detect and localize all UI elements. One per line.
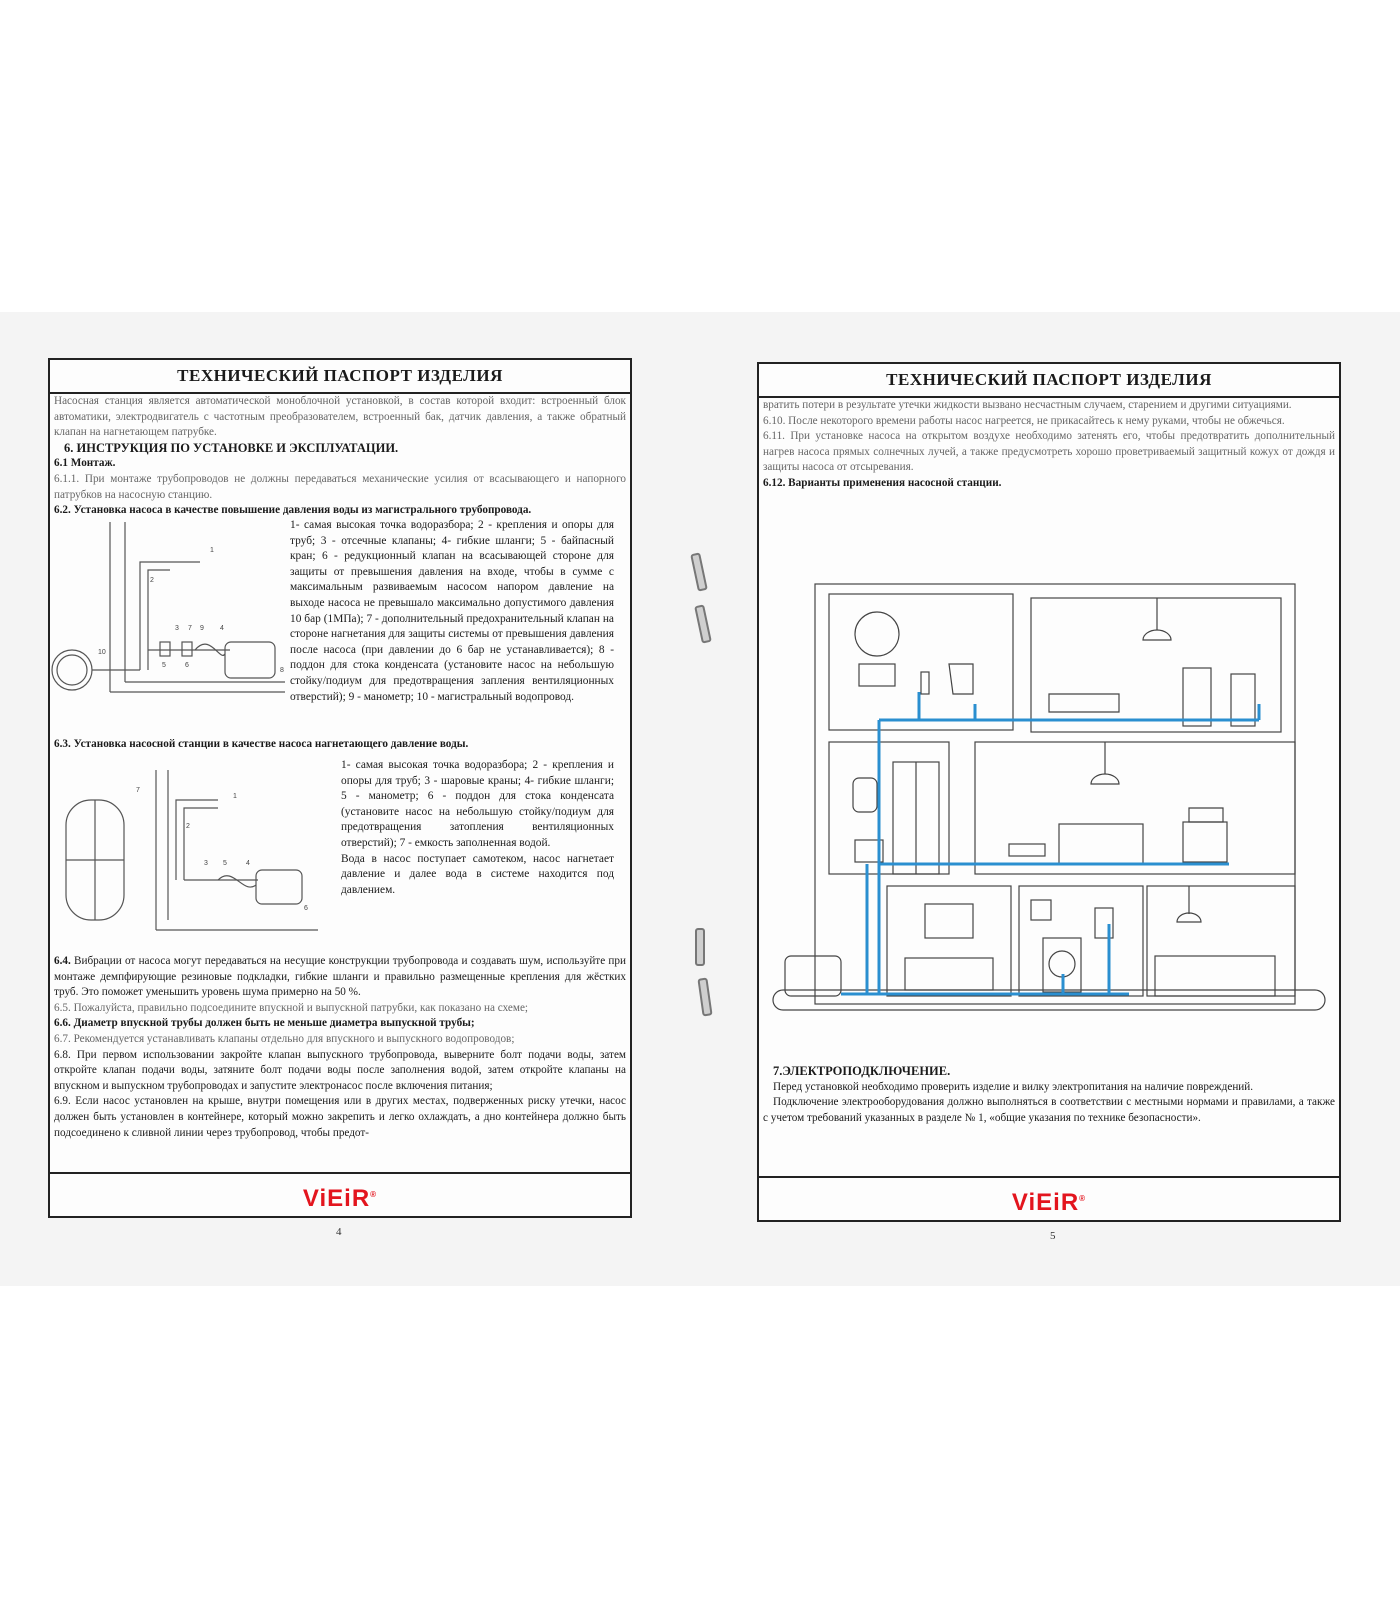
page-header: ТЕХНИЧЕСКИЙ ПАСПОРТ ИЗДЕЛИЯ xyxy=(50,360,630,394)
section-6-1-1-text: 6.1.1. При монтаже трубопроводов не должны передаваться механические усилия от всасывающего и напорного патрубков на насосную станцию. xyxy=(54,472,626,501)
water-pipes xyxy=(841,692,1259,994)
section-6-7-text: 6.7. Рекомендуется устанавливать клапаны отдельно для впускного и выпускного водопроводов; xyxy=(54,1032,515,1045)
diagram-label: 9 xyxy=(200,625,204,632)
section-6-10-text: 6.10. После некоторого времени работы насос нагреется, не прикасайтесь к нему руками, чтобы не обжечься. xyxy=(763,414,1285,427)
right-content xyxy=(763,398,1335,492)
brand-name: ViEiR xyxy=(302,1185,371,1212)
section-6-9-text: 6.9. Если насос установлен на крыше, внутри помещения или в других местах, подверженных риску утечки, насос должен быть установлен в контейнере, который можно закрепить и легко охлаждать, а дно контейнера должно быть подсоединено к сливной линии через трубопровод, чтобы предот- xyxy=(54,1095,626,1139)
left-content xyxy=(54,394,626,519)
section-6-4-text xyxy=(54,954,626,1001)
section-6-3-legend-text-2: Вода в насос поступает самотеком, насос нагнетает давление и далее вода в системе находится под давлением. xyxy=(341,852,614,896)
section-7-title: 7.ЭЛЕКТРОПОДКЛЮЧЕНИЕ. xyxy=(773,1064,951,1078)
section-6-4-body: Вибрации от насоса могут передаваться на несущие конструкции трубопровода и создавать шум, используйте при монтаже демпфирующие резиновые подкладки, гибкие шланги и правильно размещенные крепления для жёстких труб. Это поможет уменьшить уровень шума примерно на 50 %. xyxy=(54,955,626,999)
staple xyxy=(695,928,705,966)
diagram-label: 7 xyxy=(136,787,140,794)
house-application-diagram xyxy=(759,564,1339,1024)
installation-diagram-1 xyxy=(50,522,300,722)
intro-text: Насосная станция является автоматической моноблочной установкой, в состав которой входит: встроенный блок автоматики, электродвигатель с частотным преобразователем, встроенный бак, датчик давления, а также обратный клапан на нагнетающем патрубке. xyxy=(54,395,626,439)
diagram-label: 5 xyxy=(223,860,227,867)
section-6-3-legend-text: 1- самая высокая точка водоразбора; 2 - крепления и опоры для труб; 3 - шаровые краны; 4- гибкие шланги; 5 - манометр; 6 - поддон для стока конденсата (установите насос на небольшую стойку/подиум для предотвращения затопления вентиляционных отверстий); 7 - емкость заполненная водой. xyxy=(341,759,614,849)
diagram-label: 7 xyxy=(188,625,192,632)
section-6-4-label: 6.4. xyxy=(54,955,71,967)
section-6-2-title: 6.2. Установка насоса в качестве повышение давления воды из магистрального трубопровода. xyxy=(54,504,532,517)
page-number-right: 5 xyxy=(1050,1230,1056,1242)
vieir-logo xyxy=(1012,1189,1086,1216)
page-header: ТЕХНИЧЕСКИЙ ПАСПОРТ ИЗДЕЛИЯ xyxy=(759,364,1339,398)
diagram-label: 10 xyxy=(98,649,106,656)
section-7-paragraph-2: Подключение электрооборудования должно выполняться в соответствии с местными нормами и правилами, а также с учетом требований указанных в разделе № 1, «общие указания по технике безопасности». xyxy=(763,1096,1335,1124)
page-footer xyxy=(50,1172,630,1216)
diagram-label: 3 xyxy=(175,625,179,632)
registered-mark: ® xyxy=(370,1190,378,1199)
vieir-logo xyxy=(303,1185,377,1212)
continuation-text: вратить потери в результате утечки жидкости вызвано несчастным случаем, старением и другими ситуациями. xyxy=(763,399,1292,411)
diagram-label: 2 xyxy=(150,577,154,584)
installation-diagram-2 xyxy=(58,770,338,950)
right-page xyxy=(757,362,1341,1222)
diagram-label: 4 xyxy=(246,860,250,867)
section-6-2-legend: 1- самая высокая точка водоразбора; 2 - крепления и опоры для труб; 3 - отсечные клапаны; 4- гибкие шланги; 5 - байпасный кран; 6 - редукционный клапан на всасывающей стороне для защиты от превышения давления на входе, чтобы в сумме с максимальным развиваемым насосом напором давление на выходе насоса не превышало максимально допустимого давления 10 бар (1МПа); 7 - дополнительный предохранительный клапан на стороне нагнетания для защиты системы от превышения давления после насоса (при давлении до 6 бар не устанавливается); 8 - поддон для стока конденсата (установите насос на небольшую стойку/подиум для предотвращения запления вентиляционных отверстий); 9 - манометр; 10 - магистральный водопровод. xyxy=(290,519,614,703)
section-6-3-legend xyxy=(341,758,614,898)
section-6-12-title: 6.12. Варианты применения насосной станции. xyxy=(763,476,1002,489)
section-6-5-text: 6.5. Пожалуйста, правильно подсоедините впускной и выпускной патрубки, как показано на схеме; xyxy=(54,1001,529,1014)
diagram-label: 8 xyxy=(280,667,284,674)
section-7-paragraph-1: Перед установкой необходимо проверить изделие и вилку электропитания на наличие повреждений. xyxy=(773,1080,1254,1093)
diagram-label: 5 xyxy=(162,662,166,669)
right-content-bottom xyxy=(763,1064,1335,1126)
brand-name: ViEiR xyxy=(1011,1189,1080,1216)
diagram-label: 1 xyxy=(233,793,237,800)
left-content-bottom xyxy=(54,954,626,1141)
page-footer xyxy=(759,1176,1339,1220)
section-6-3-title: 6.3. Установка насосной станции в качестве насоса нагнетающего давление воды. xyxy=(54,738,469,750)
diagram-label: 3 xyxy=(204,860,208,867)
page-number-left: 4 xyxy=(336,1226,342,1238)
registered-mark: ® xyxy=(1079,1194,1087,1203)
diagram-label: 6 xyxy=(304,905,308,912)
section-6-1-title: 6.1 Монтаж. xyxy=(54,457,116,470)
section-6-6-text: 6.6. Диаметр впускной трубы должен быть не меньше диаметра выпускной трубы; xyxy=(54,1017,475,1030)
left-page xyxy=(48,358,632,1218)
section-6-8-text: 6.8. При первом использовании закройте клапан выпускного трубопровода, выверните болт подачи воды, затем откройте клапан подачи воды, затяните болт подачи воды после заполнения водой, затем откройте клапаны на впускном и выпускном трубопроводах и запустите электронасос после включения питания; xyxy=(54,1048,626,1092)
section-6-11-text: 6.11. При установке насоса на открытом воздухе необходимо затенять его, чтобы предотвратить дополнительный нагрев насоса прямых солнечных лучей, а также предусмотреть хорошо проветриваемый защитный кожух от дождя и защиты насоса от отсыревания. xyxy=(763,430,1335,474)
section-6-title: 6. ИНСТРУКЦИЯ ПО УСТАНОВКЕ И ЭКСПЛУАТАЦИИ. xyxy=(64,440,399,455)
diagram-label: 6 xyxy=(185,662,189,669)
diagram-label: 4 xyxy=(220,625,224,632)
diagram-label: 2 xyxy=(186,823,190,830)
diagram-label: 1 xyxy=(210,547,214,554)
